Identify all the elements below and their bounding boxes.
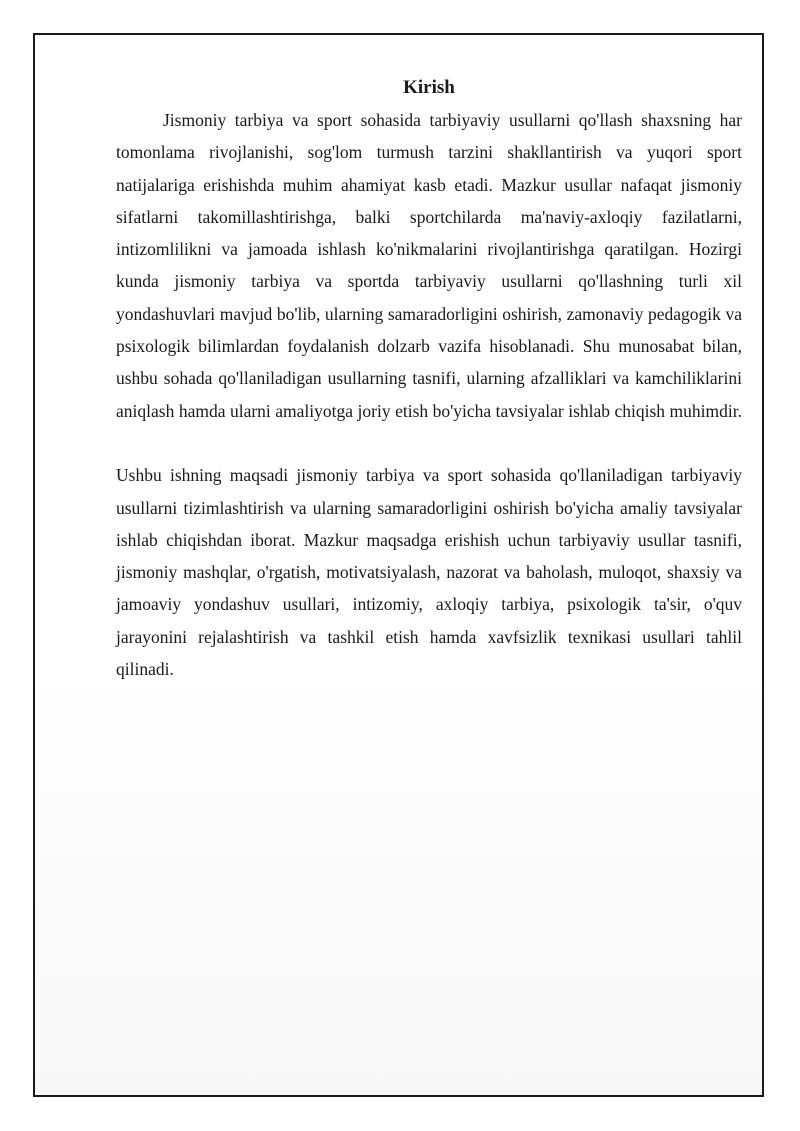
document-title: Kirish	[403, 77, 455, 98]
goal-paragraph: Ushbu ishning maqsadi jismoniy tarbiya va sport sohasida qo'llaniladigan tarbiyaviy usullarni tizimlashtirish va ularning samaradorligini oshirish bo'yicha amaliy tavsiyalar ishlab chiqishdan iborat. Mazkur maqsadga erishish uchun tarbiyaviy usullar tasnifi, jismoniy mashqlar, o'rgatish, motivatsiyalash, nazorat va baholash, muloqot, shaxsiy va jamoaviy yondashuv usullari, intizomiy, axloqiy tarbiya, psixologik ta'sir, o'quv jarayonini rejalashtirish va tashkil etish hamda xavfsizlik texnikasi usullari tahlil qilinadi.	[116, 465, 742, 680]
document-body	[116, 72, 742, 685]
intro-paragraph: Jismoniy tarbiya va sport sohasida tarbiyaviy usullarni qo'llash shaxsning har tomonlama rivojlanishi, sog'lom turmush tarzini shakllantirish va yuqori sport natijalariga erishishda muhim ahamiyat kasb etadi. Mazkur usullar nafaqat jismoniy sifatlarni takomillashtirishga, balki sportchilarda ma'naviy-axloqiy fazilatlarni, intizomlilikni va jamoada ishlash ko'nikmalarini rivojlantirishga qaratilgan. Hozirgi kunda jismoniy tarbiya va sportda tarbiyaviy usullarni qo'llashning turli xil yondashuvlari mavjud bo'lib, ularning samaradorligini oshirish, zamonaviy pedagogik va psixologik bilimlardan foydalanish dolzarb vazifa hisoblanadi. Shu munosabat bilan, ushbu sohada qo'llaniladigan usullarning tasnifi, ularning afzalliklari va kamchiliklarini aniqlash hamda ularni amaliyotga joriy etish bo'yicha tavsiyalar ishlab chiqish muhimdir.	[116, 110, 742, 421]
paragraph-spacer	[116, 427, 742, 459]
